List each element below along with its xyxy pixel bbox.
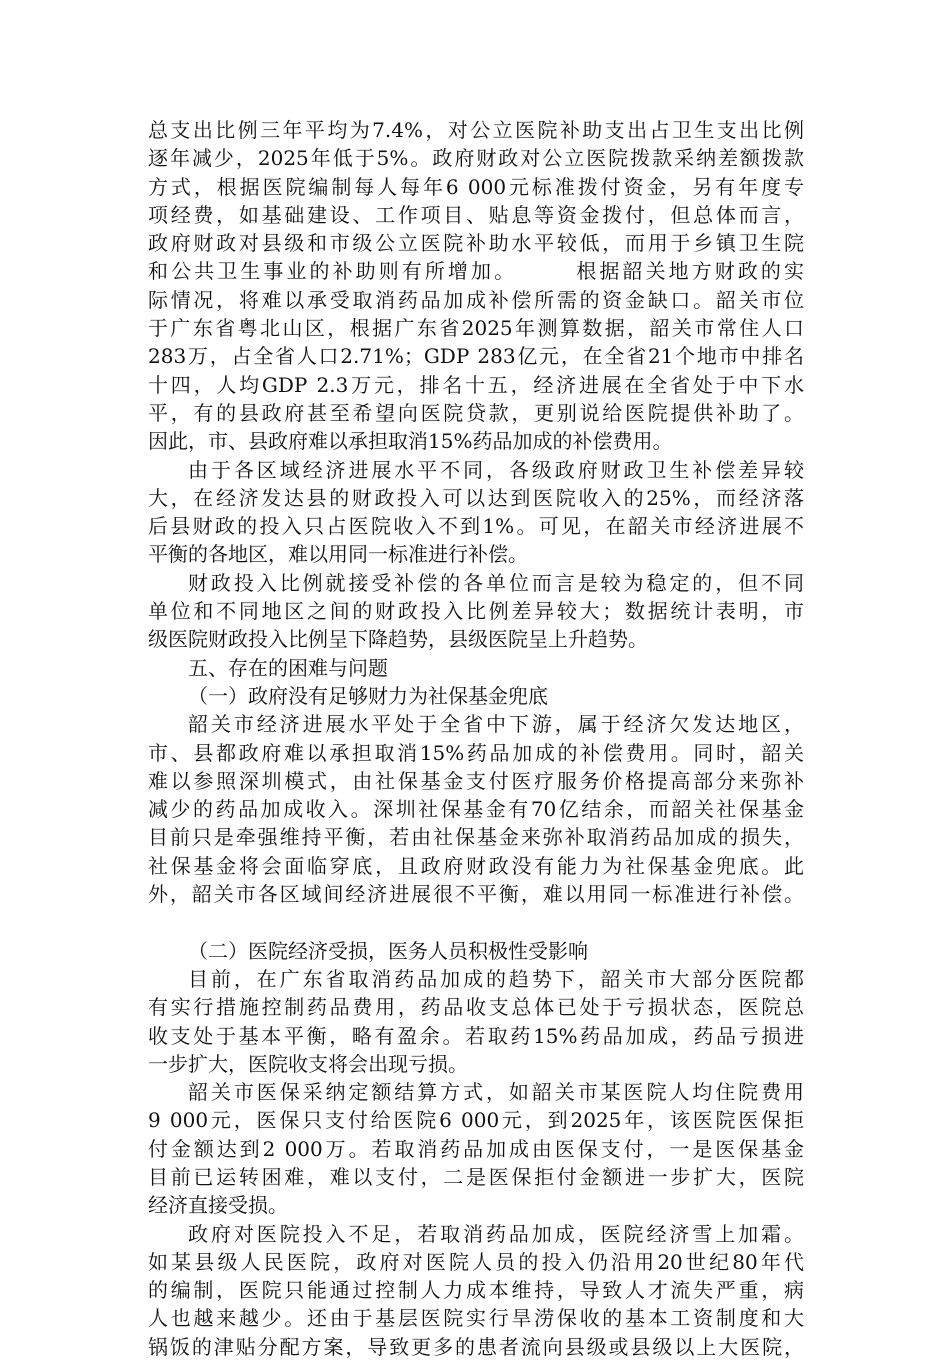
text-line (148, 908, 804, 936)
text-line: 因此，市、县政府难以承担取消15%药品加成的补偿费用。 (148, 429, 673, 454)
text-line: 政府对医院投入不足，若取消药品加成，医院经济雪上加霜。 (188, 1221, 804, 1246)
text-line: 平衡的各地区，难以用同一标准进行补偿。 (148, 542, 528, 567)
text-line: 市、县都政府难以承担取消15%药品加成的补偿费用。同时，韶关 (148, 740, 804, 765)
text-line: 于广东省粤北山区，根据广东省2025年测算数据，韶关市常住人口 (148, 316, 804, 341)
text-line: 人也越来越少。还由于基层医院实行旱涝保收的基本工资制度和大 (148, 1306, 804, 1331)
text-line: 一步扩大，医院收支将会出现亏损。 (148, 1051, 468, 1076)
text-line: 社保基金将会面临穿底，且政府财政没有能力为社保基金兜底。此 (148, 853, 804, 878)
text-line: 如某县级人民医院，政府对医院人员的投入仍沿用20世纪80年代 (148, 1249, 804, 1274)
text-line: 十四，人均GDP 2.3万元，排名十五，经济进展在全省处于中下水 (148, 372, 804, 397)
text-line: 283万，占全省人口2.71%；GDP 283亿元，在全省21个地市中排名 (148, 344, 804, 369)
text-line: 级医院财政投入比例呈下降趋势，县级医院呈上升趋势。 (148, 627, 648, 652)
text-line: 难以参照深圳模式，由社保基金支付医疗服务价格提高部分来弥补 (148, 768, 804, 793)
text-line: 由于各区域经济进展水平不同，各级政府财政卫生补偿差异较 (188, 457, 804, 482)
text-line: 项经费，如基础建设、工作项目、贴息等资金拨付，但总体而言， (148, 202, 804, 227)
text-line: 外，韶关市各区域间经济进展很不平衡，难以用同一标准进行补偿。 (148, 882, 804, 907)
text-line: 和公共卫生事业的补助则有所增加。 根据韶关地方财政的实 (148, 259, 804, 284)
text-line: 逐年减少，2025年低于5%。政府财政对公立医院拨款采纳差额拨款 (148, 146, 804, 171)
text-line: 韶关市经济进展水平处于全省中下游，属于经济欠发达地区， (188, 712, 804, 737)
text-line: 目前，在广东省取消药品加成的趋势下，韶关市大部分医院都 (188, 966, 804, 991)
text-line: （一）政府没有足够财力为社保基金兜底 (188, 683, 548, 708)
document-body (148, 116, 804, 1361)
text-line: 总支出比例三年平均为7.4%，对公立医院补助支出占卫生支出比例 (148, 118, 804, 142)
text-line: 际情况，将难以承受取消药品加成补偿所需的资金缺口。韶关市位 (148, 287, 804, 312)
text-line: 方式，根据医院编制每人每年6 000元标准拨付资金，另有年度专 (148, 174, 804, 199)
text-line: 平，有的县政府甚至希望向医院贷款，更别说给医院提供补助了。 (148, 400, 804, 425)
text-line: 目前只是牵强维持平衡，若由社保基金来弥补取消药品加成的损失， (148, 825, 804, 850)
text-line: 减少的药品加成收入。深圳社保基金有70亿结余，而韶关社保基金 (148, 797, 804, 822)
text-line: 付金额达到2 000万。若取消药品加成由医保支付，一是医保基金 (148, 1136, 804, 1161)
text-line: 政府财政对县级和市级公立医院补助水平较低，而用于乡镇卫生院 (148, 231, 804, 256)
text-line: 大，在经济发达县的财政投入可以达到医院收入的25%，而经济落 (148, 485, 804, 510)
text-line: 经济直接受损。 (148, 1193, 288, 1218)
text-line: 9 000元，医保只支付给医院6 000元，到2025年，该医院医保拒 (148, 1108, 804, 1133)
text-line: 的编制，医院只能通过控制人力成本维持，导致人才流失严重，病 (148, 1278, 804, 1303)
text-line: 后县财政的投入只占医院收入不到1%。可见，在韶关市经济进展不 (148, 514, 804, 539)
text-line: 财政投入比例就接受补偿的各单位而言是较为稳定的，但不同 (188, 570, 804, 595)
text-line: 五、存在的困难与问题 (188, 655, 388, 680)
text-line: 收支处于基本平衡，略有盈余。若取药15%药品加成，药品亏损进 (148, 1023, 804, 1048)
text-line: 韶关市医保采纳定额结算方式，如韶关市某医院人均住院费用 (188, 1080, 804, 1105)
text-line: 有实行措施控制药品费用，药品收支总体已处于亏损状态，医院总 (148, 995, 804, 1020)
text-line: 锅饭的津贴分配方案，导致更多的患者流向县级或县级以上大医院， (148, 1334, 804, 1359)
text-line: 目前已运转困难，难以支付，二是医保拒付金额进一步扩大，医院 (148, 1164, 804, 1189)
text-line: 单位和不同地区之间的财政投入比例差异较大；数据统计表明，市 (148, 599, 804, 624)
text-line: （二）医院经济受损，医务人员积极性受影响 (188, 938, 588, 963)
